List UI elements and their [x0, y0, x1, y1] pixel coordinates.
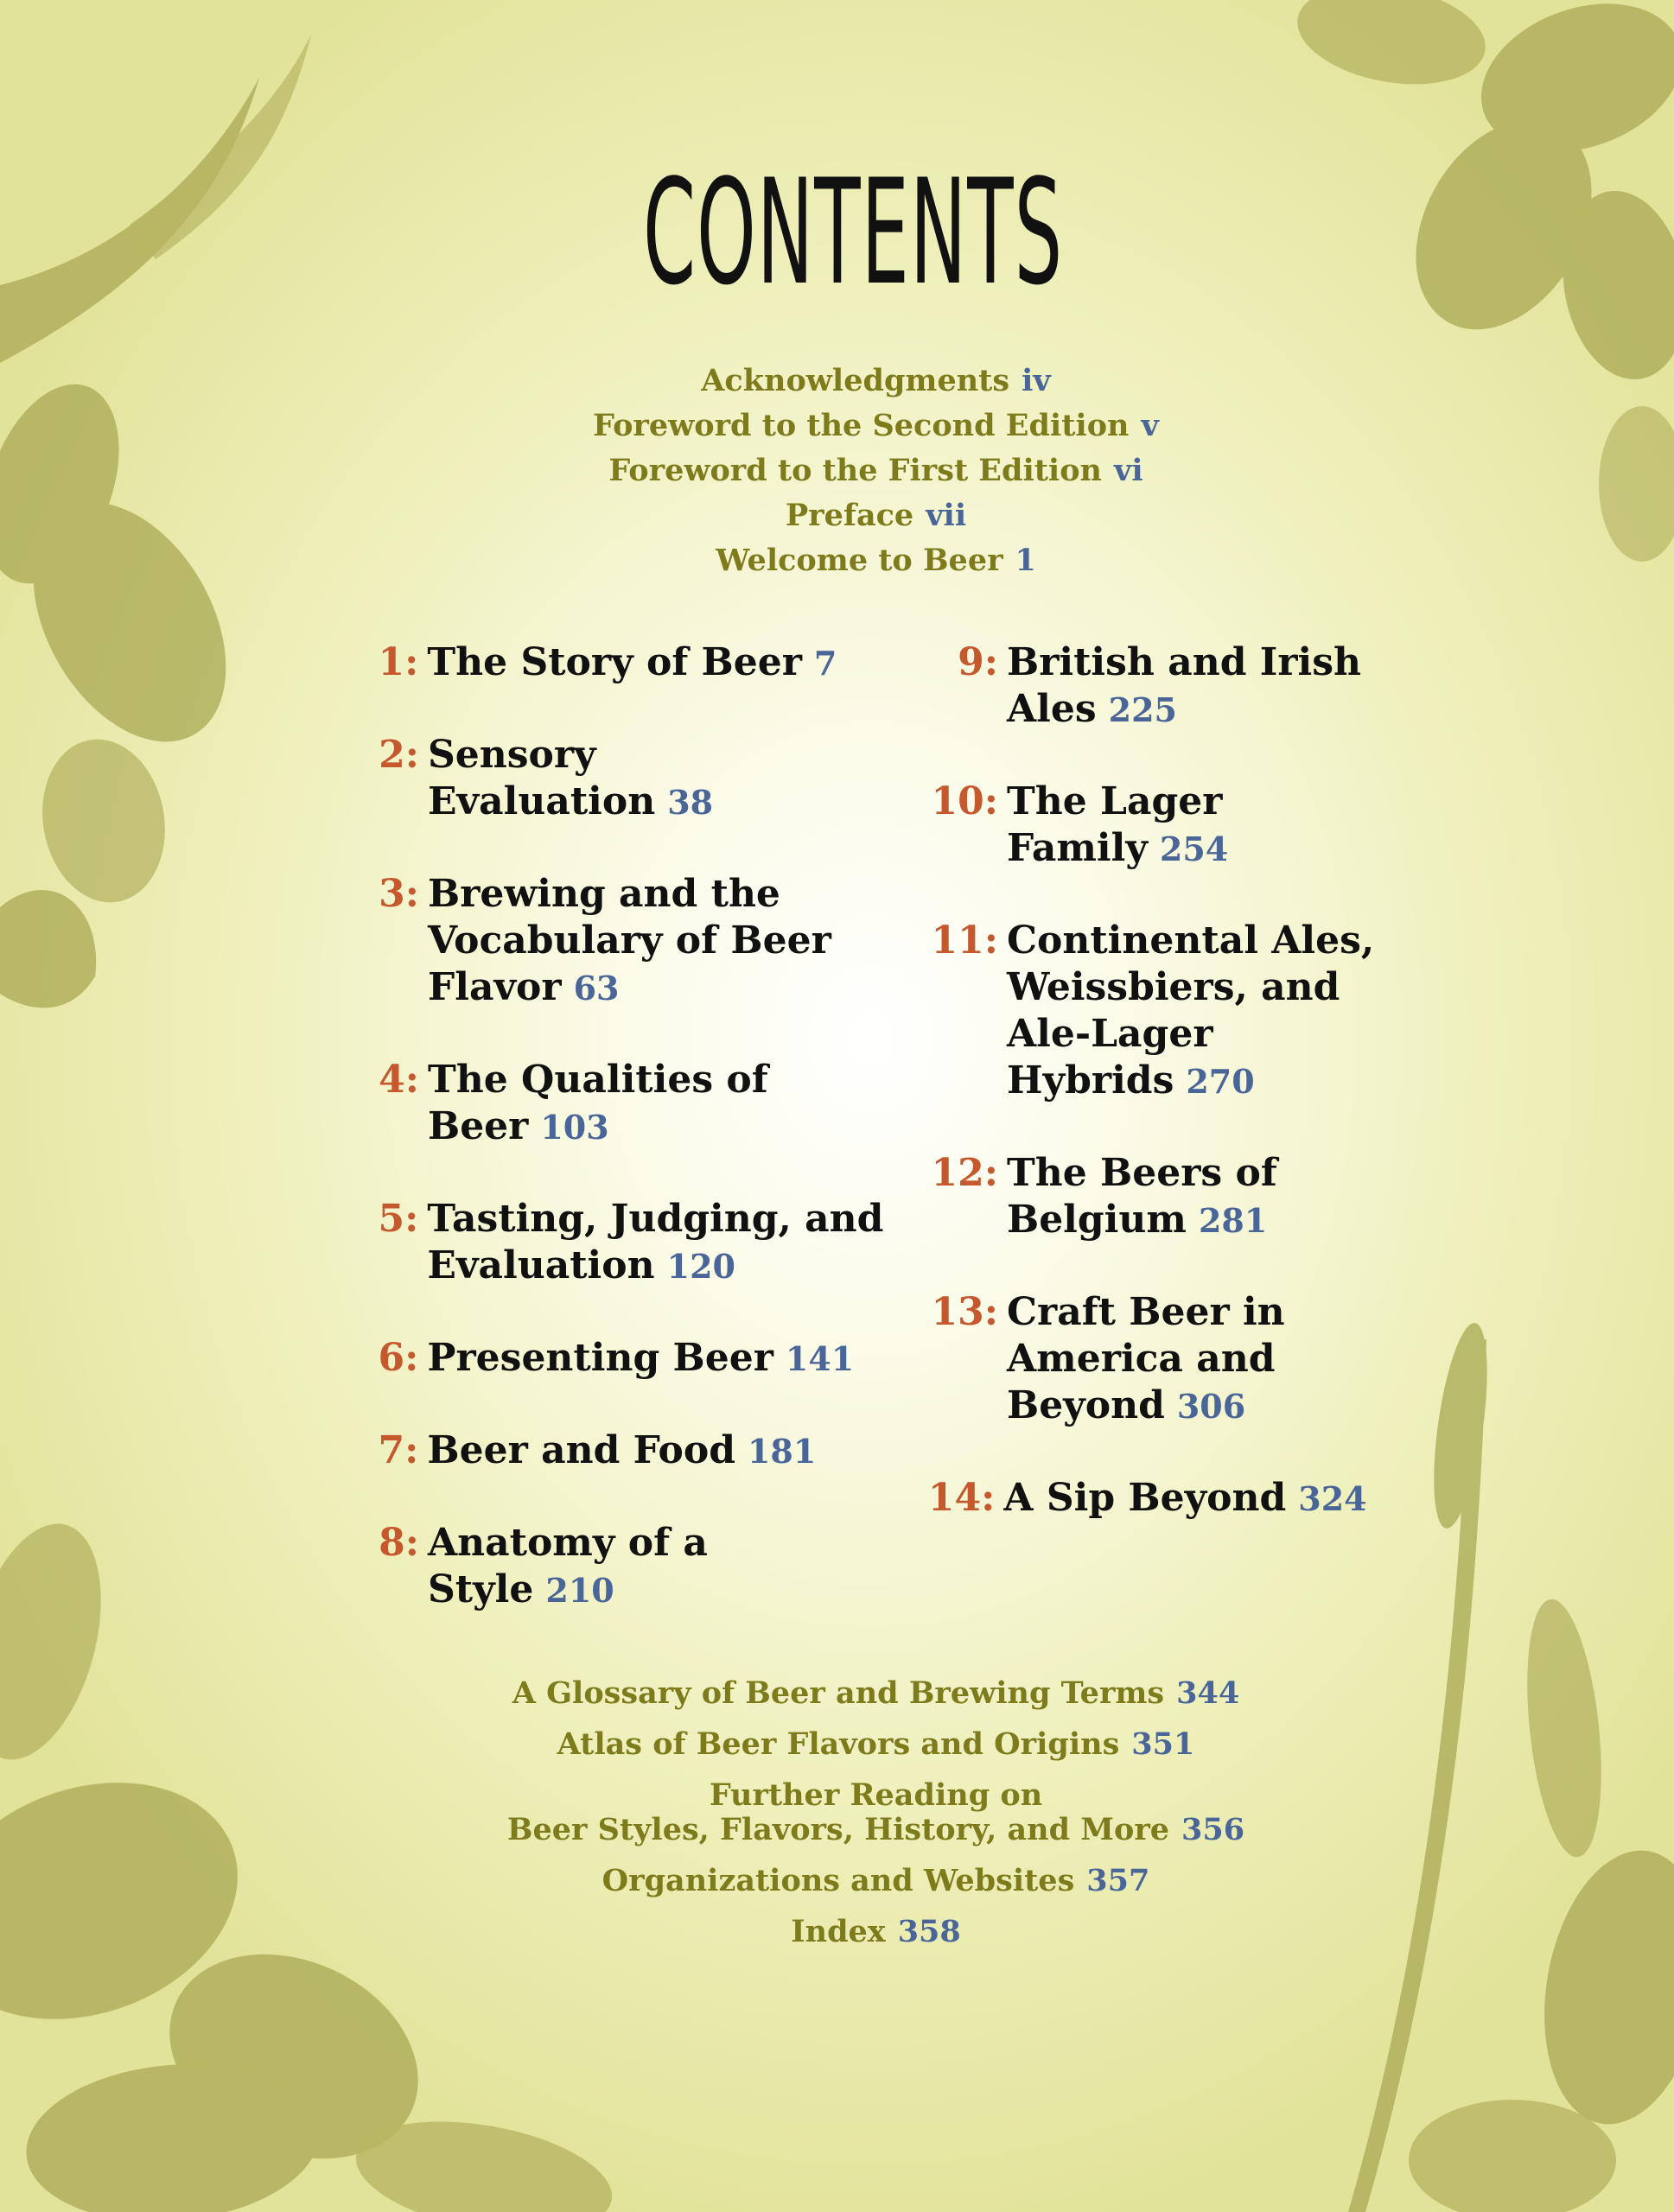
chapter-number: 1:: [378, 640, 419, 684]
chapter-title: [1007, 918, 1413, 1105]
chapter-entry: [354, 871, 907, 1012]
chapter-title: [427, 639, 907, 687]
page-number: 344: [1176, 1675, 1240, 1711]
page-number: 254: [1159, 830, 1229, 868]
front-matter-label: Preface: [785, 498, 914, 533]
front-matter-label: Acknowledgments: [701, 363, 1010, 398]
chapter-entry: [916, 1475, 1469, 1522]
back-matter-item: [0, 1676, 1674, 1711]
page-number: 210: [545, 1571, 614, 1610]
chapter-title-text: The Beers of Belgium: [1007, 1151, 1277, 1242]
back-matter-label: Atlas of Beer Flavors and Origins: [557, 1726, 1120, 1762]
chapter-title-text: Craft Beer in America and Beyond: [1007, 1290, 1285, 1427]
chapter-number: 6:: [378, 1336, 419, 1380]
page-number: 225: [1108, 690, 1177, 729]
chapter-number: 14:: [927, 1476, 996, 1520]
page-number: 7: [813, 644, 837, 683]
chapter-number: 9:: [958, 640, 998, 684]
chapter-entry: [916, 639, 1469, 734]
chapter-entry: [354, 1427, 907, 1475]
page-number: 63: [573, 969, 620, 1007]
back-matter-label: Further Reading on: [709, 1777, 1043, 1813]
chapter-number: 10:: [931, 779, 998, 823]
page-number: 103: [540, 1108, 609, 1147]
chapter-title: [1007, 779, 1266, 873]
page-number: 38: [667, 783, 714, 822]
chapter-title: [428, 732, 714, 826]
page-number: 120: [666, 1247, 735, 1286]
front-matter-item: [0, 538, 1674, 583]
chapter-title: [427, 1335, 907, 1382]
page-number: 270: [1186, 1062, 1255, 1101]
page-number: 324: [1298, 1479, 1367, 1518]
chapter-entry: [916, 1150, 1469, 1244]
chapter-entry: [354, 1335, 907, 1382]
page-number: vii: [926, 498, 967, 533]
chapter-entry: [916, 779, 1469, 873]
back-matter-label: A Glossary of Beer and Brewing Terms: [512, 1675, 1165, 1711]
chapter-title: [428, 1057, 808, 1151]
page-number: 181: [747, 1432, 817, 1471]
front-matter-item: [0, 359, 1674, 404]
page-number: 358: [897, 1914, 961, 1949]
page-number: 357: [1086, 1863, 1150, 1898]
chapter-column-right: [916, 639, 1469, 1567]
page-number: v: [1141, 408, 1159, 443]
chapter-entry: [916, 1289, 1469, 1430]
chapter-entry: [354, 732, 907, 826]
chapter-title-text: Tasting, Judging, and Evaluation: [427, 1197, 884, 1287]
page-title: CONTENTS: [643, 148, 1064, 317]
back-matter-item: [0, 1915, 1674, 1949]
page-number: 306: [1176, 1387, 1246, 1426]
chapter-entry: [354, 639, 907, 687]
back-matter-label-line2: Beer Styles, Flavors, History, and More: [506, 1812, 1170, 1847]
front-matter-list: [0, 359, 1674, 583]
chapter-number: 12:: [931, 1151, 998, 1195]
back-matter-item: [0, 1864, 1674, 1898]
chapter-title: [1007, 639, 1404, 734]
chapter-title-text: A Sip Beyond: [1003, 1476, 1287, 1520]
back-matter-list: [0, 1676, 1674, 1966]
chapter-title: [427, 1196, 907, 1290]
chapter-title-text: The Qualities of Beer: [428, 1058, 768, 1148]
back-matter-label: Organizations and Websites: [601, 1863, 1075, 1898]
chapter-title: [427, 1427, 907, 1475]
chapter-number: 11:: [931, 918, 998, 963]
front-matter-item: [0, 404, 1674, 448]
chapter-number: 4:: [379, 1058, 419, 1102]
front-matter-label: Welcome to Beer: [716, 543, 1003, 578]
chapter-number: 7:: [378, 1428, 419, 1472]
chapter-number: 3:: [379, 872, 419, 916]
chapter-title: [1007, 1289, 1301, 1430]
chapter-number: 2:: [379, 733, 419, 777]
page-number: 141: [785, 1339, 855, 1378]
back-matter-label: Index: [791, 1914, 886, 1949]
front-matter-item: [0, 448, 1674, 493]
chapter-number: 8:: [379, 1521, 419, 1565]
chapter-title-text: British and Irish Ales: [1007, 640, 1362, 731]
front-matter-label: Foreword to the Second Edition: [593, 408, 1130, 443]
back-matter-item: [0, 1778, 1674, 1847]
chapter-entry: [916, 918, 1469, 1105]
chapter-title-text: Continental Ales, Weissbiers, and Ale-Lager Hybrids: [1007, 918, 1375, 1103]
page-number: iv: [1022, 363, 1051, 398]
front-matter-item: [0, 493, 1674, 538]
page-number: vi: [1114, 453, 1143, 488]
chapter-title: [1007, 1150, 1301, 1244]
page-number: 281: [1198, 1201, 1268, 1240]
chapter-number: 5:: [378, 1197, 419, 1241]
chapter-column-left: [354, 639, 907, 1659]
chapter-title-text: The Lager Family: [1007, 779, 1223, 870]
front-matter-label: Foreword to the First Edition: [608, 453, 1103, 488]
chapter-entry: [354, 1520, 907, 1614]
chapter-title-text: Brewing and the Vocabulary of Beer Flavor: [428, 872, 831, 1009]
page-number: 351: [1131, 1726, 1195, 1762]
back-matter-item: [0, 1727, 1674, 1762]
chapter-title-text: Anatomy of a Style: [428, 1521, 708, 1611]
chapter-title: [1003, 1475, 1469, 1522]
page-number: 1: [1015, 543, 1036, 578]
chapter-number: 13:: [931, 1290, 998, 1334]
chapter-title: [428, 1520, 713, 1614]
chapter-entry: [354, 1057, 907, 1151]
chapter-title-text: Presenting Beer: [427, 1336, 773, 1380]
chapter-title-text: Beer and Food: [427, 1428, 735, 1472]
chapter-title-text: The Story of Beer: [427, 640, 802, 684]
chapter-title-text: Sensory Evaluation: [428, 733, 656, 823]
chapter-entry: [354, 1196, 907, 1290]
page-number: 356: [1181, 1812, 1245, 1847]
chapter-title: [428, 871, 877, 1012]
